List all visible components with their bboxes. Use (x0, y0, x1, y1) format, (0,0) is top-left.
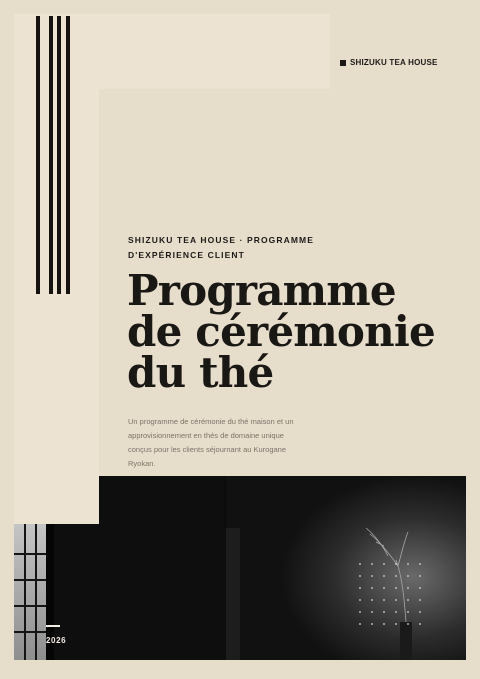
decorative-stripe (49, 16, 53, 294)
decorative-stripe (36, 16, 40, 294)
page-title (127, 266, 467, 397)
decorative-stripe (66, 16, 70, 294)
eyebrow-line: D'EXPÉRIENCE CLIENT (128, 250, 245, 260)
brand-mark (340, 58, 438, 67)
title-line: de cérémonie (127, 307, 435, 356)
square-icon (340, 60, 346, 66)
eyebrow-line: SHIZUKU TEA HOUSE · PROGRAMME (128, 235, 315, 245)
description: Un programme de cérémonie du thé maison et un approvisionnement en thés de domaine unique conçus pour les clients séjournant au Kurogane Ryokan. (128, 417, 294, 468)
year-rule (46, 625, 60, 627)
brand-name: SHIZUKU TEA HOUSE (350, 58, 438, 67)
decorative-stripe (57, 16, 61, 294)
title-line: du thé (127, 348, 274, 397)
title-line: Programme (127, 266, 396, 315)
year-label: 2026 (46, 636, 67, 645)
eyebrow-text (128, 233, 318, 263)
